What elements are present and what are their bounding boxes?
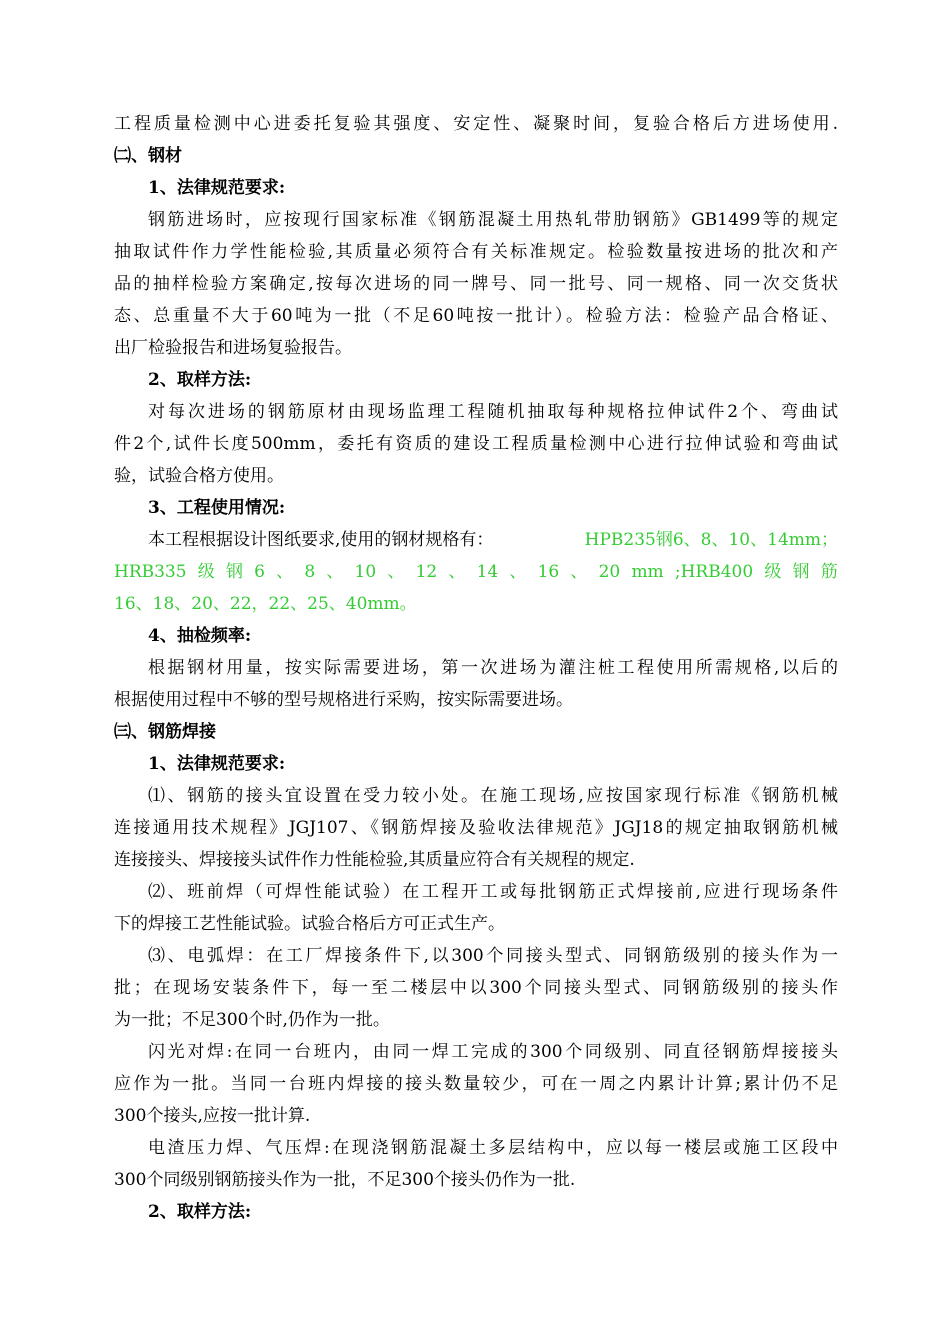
paragraph-line xyxy=(114,524,838,556)
spec-token: 8 xyxy=(304,562,316,582)
spec-token: 级 xyxy=(197,562,215,582)
spec-token: 12 xyxy=(415,562,438,582)
subsection-title-usage: 3、工程使用情况: xyxy=(148,498,286,518)
paragraph-line: 电渣压力焊、气压焊:在现浇钢筋混凝土多层结构中，应以每一楼层或施工区段中 xyxy=(148,1138,838,1158)
spec-token: 、 xyxy=(570,562,588,582)
paragraph-line: 300个同级别钢筋接头作为一批，不足300个接头仍作为一批. xyxy=(114,1170,576,1190)
paragraph-line: 为一批；不足300个时,仍作为一批。 xyxy=(114,1010,390,1030)
subsection-title-sampling-method: 2、取样方法: xyxy=(148,1202,252,1222)
subsection-title-legal-requirements: 1、法律规范要求: xyxy=(148,754,286,774)
spec-token: mm xyxy=(631,562,664,582)
paragraph-line: 根据钢材用量，按实际需要进场，第一次进场为灌注桩工程使用所需规格,以后的 xyxy=(148,658,838,678)
paragraph-line: 下的焊接工艺性能试验。试验合格后方可正式生产。 xyxy=(114,914,505,934)
subsection-title-sampling-method: 2、取样方法: xyxy=(148,370,252,390)
paragraph-line: 出厂检验报告和进场复验报告。 xyxy=(114,338,352,358)
paragraph-text: 本工程根据设计图纸要求,使用的钢材规格有： xyxy=(148,530,494,550)
paragraph-line: 验，试验合格方使用。 xyxy=(114,466,284,486)
highlighted-spec-line xyxy=(114,556,838,588)
spec-token: 16 xyxy=(537,562,560,582)
spec-token: 20 xyxy=(598,562,621,582)
spec-token: 、 xyxy=(326,562,344,582)
document-page xyxy=(114,108,838,1228)
paragraph-line: ⑵、班前焊（可焊性能试验）在工程开工或每批钢筋正式焊接前,应进行现场条件 xyxy=(148,882,838,902)
paragraph-line: 连接通用技术规程》JGJ107、《钢筋焊接及验收法律规范》JGJ18的规定抽取钢筋机械 xyxy=(114,818,838,838)
paragraph-line: 批；在现场安装条件下，每一至二楼层中以300个同接头型式、同钢筋级别的接头作 xyxy=(114,978,838,998)
spec-token: 筋 xyxy=(820,562,838,582)
spec-token: 级 xyxy=(764,562,782,582)
spec-token: 、 xyxy=(387,562,405,582)
spec-token: 10 xyxy=(354,562,377,582)
section-heading-welding: ㈢、钢筋焊接 xyxy=(114,722,216,742)
paragraph-line: ⑶、电弧焊：在工厂焊接条件下,以300个同接头型式、同钢筋级别的接头作为一 xyxy=(148,946,838,966)
spec-token: 、 xyxy=(509,562,527,582)
spec-token: ;HRB400 xyxy=(674,562,754,582)
paragraph-line: 连接接头、焊接接头试件作力性能检验,其质量应符合有关规程的规定. xyxy=(114,850,635,870)
paragraph-line: ⑴、钢筋的接头宜设置在受力较小处。在施工现场,应按国家现行标准《钢筋机械 xyxy=(148,786,838,806)
paragraph-line: 应作为一批。当同一台班内焊接的接头数量较少，可在一周之内累计计算;累计仍不足 xyxy=(114,1074,838,1094)
paragraph-line: 300个接头,应按一批计算. xyxy=(114,1106,311,1126)
spec-token: 、 xyxy=(276,562,294,582)
spec-token: 、 xyxy=(448,562,466,582)
spec-token: 钢 xyxy=(792,562,810,582)
spec-token: 14 xyxy=(476,562,499,582)
highlighted-spec-text: HPB235钢6、8、10、14mm； xyxy=(584,530,838,550)
paragraph-line: 闪光对焊:在同一台班内，由同一焊工完成的300个同级别、同直径钢筋焊接接头 xyxy=(148,1042,838,1062)
highlighted-spec-line: 16、18、20、22，22、25、40mm。 xyxy=(114,594,417,614)
paragraph-line: 钢筋进场时，应按现行国家标准《钢筋混凝土用热轧带肋钢筋》GB1499等的规定 xyxy=(148,210,838,230)
section-heading-steel: ㈡、钢材 xyxy=(114,146,182,166)
paragraph-line: 工程质量检测中心进委托复验其强度、安定性、凝聚时间，复验合格后方进场使用. xyxy=(114,114,838,134)
spec-token: HRB335 xyxy=(114,562,187,582)
subsection-title-legal-requirements: 1、法律规范要求: xyxy=(148,178,286,198)
spec-token: 6 xyxy=(254,562,265,582)
paragraph-line: 对每次进场的钢筋原材由现场监理工程随机抽取每种规格拉伸试件2个、弯曲试 xyxy=(148,402,838,422)
paragraph-line: 件2个,试件长度500mm，委托有资质的建设工程质量检测中心进行拉伸试验和弯曲试 xyxy=(114,434,838,454)
paragraph-line: 态、总重量不大于60吨为一批（不足60吨按一批计）。检验方法：检验产品合格证、 xyxy=(114,306,838,326)
spec-token: 钢 xyxy=(225,562,243,582)
paragraph-line: 抽取试件作力学性能检验,其质量必须符合有关标准规定。检验数量按进场的批次和产 xyxy=(114,242,838,262)
paragraph-line: 根据使用过程中不够的型号规格进行采购，按实际需要进场。 xyxy=(114,690,573,710)
subsection-title-inspection-frequency: 4、抽检频率: xyxy=(148,626,252,646)
paragraph-line: 品的抽样检验方案确定,按每次进场的同一牌号、同一批号、同一规格、同一次交货状 xyxy=(114,274,838,294)
